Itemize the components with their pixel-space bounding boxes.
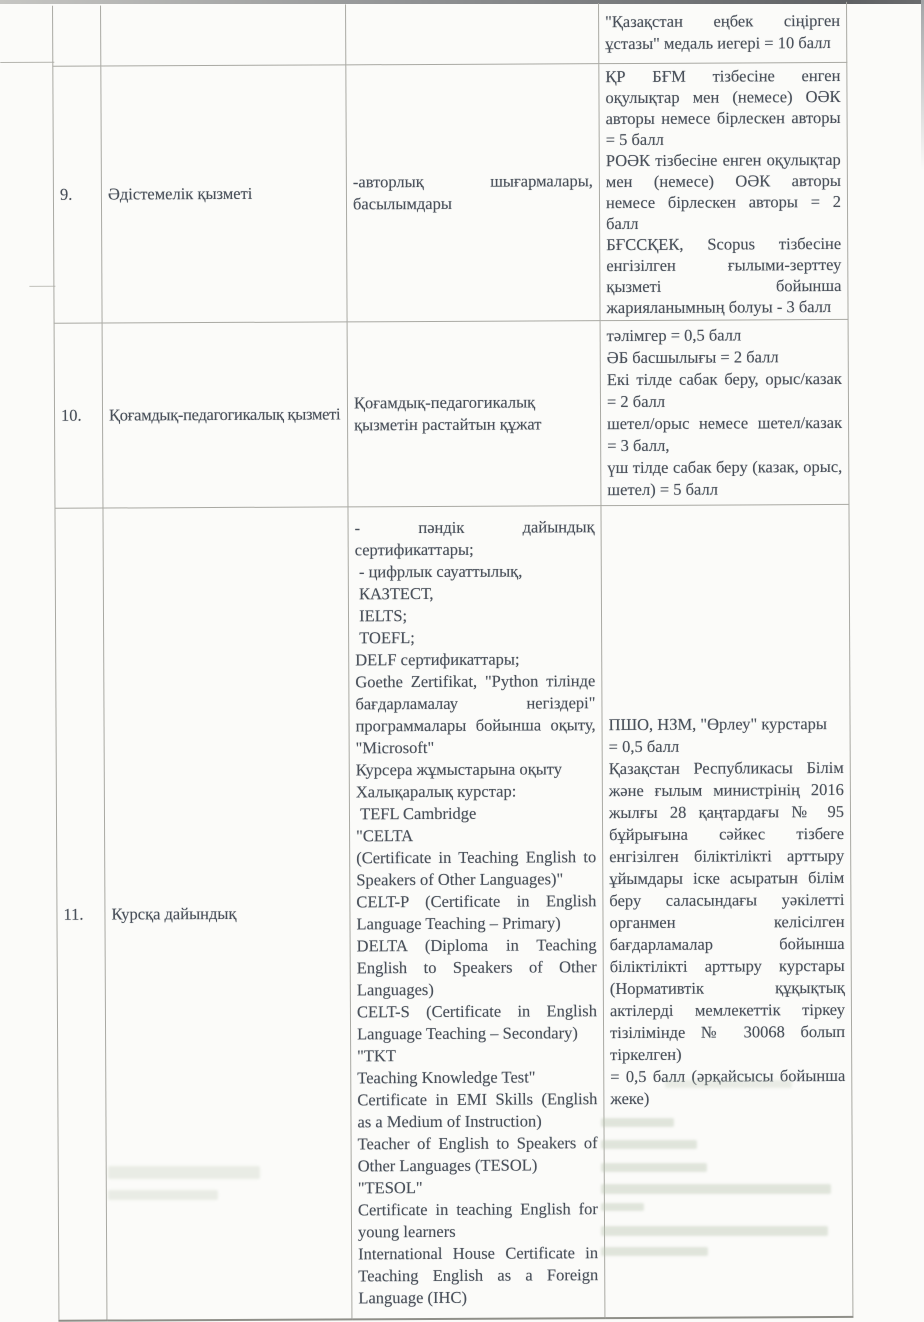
cell-paragraph: Goethe Zertifikat, "Python тілінде бағдарламалау негіздері" программалары бойынша оқыту, "Microsoft"	[355, 670, 596, 757]
cell-paragraph: "TKT	[357, 1045, 397, 1065]
cell-number: 10.	[54, 323, 103, 508]
criteria-scoring-table	[52, 2, 853, 1322]
cell-paragraph: = 0,5 балл (әрқайсысы бойынша жеке)	[610, 1065, 846, 1108]
cell-paragraph: Certificate in EMI Skills (English as a Medium of Instruction)	[357, 1088, 598, 1131]
cell-points	[599, 62, 848, 320]
cell-documents	[348, 506, 605, 1320]
cell-paragraph: = 0,5 балл	[608, 736, 680, 756]
cell-paragraph: Certificate in teaching English for young learners	[357, 1198, 598, 1241]
cell-documents	[346, 64, 600, 322]
cell-paragraph: "Қазақстан еңбек сіңірген ұстазы" медаль иегері = 10 балл	[605, 10, 841, 54]
row-divider-extension	[29, 286, 55, 287]
bleed-through-mark	[665, 1080, 792, 1088]
cell-paragraph: TOEFL;	[355, 627, 415, 647]
cell-paragraph: ӘБ басшылығы = 2 балл	[606, 347, 779, 368]
cell-category: Қоғамдық-педагогикалық қызметі	[102, 322, 348, 508]
table-row-9	[53, 62, 848, 323]
cell-paragraph: CELT-P (Certificate in English Language Teaching – Primary)	[356, 890, 597, 933]
cell-paragraph: "TESOL"	[357, 1177, 423, 1197]
row-divider-extension	[0, 62, 54, 63]
table-row-partial	[53, 2, 847, 66]
cell-number: 11.	[55, 508, 107, 1321]
cell-paragraph: DELTA (Diploma in Teaching English to Speakers of Other Languages)	[356, 934, 597, 999]
cell-paragraph: ҚР БҒМ тізбесіне енген оқулықтар мен (немесе) ОӘК авторы немесе бірлескен авторы = 5 балл	[605, 65, 841, 150]
cell-paragraph: CELT-S (Certificate in English Language Teaching – Secondary)	[356, 1000, 597, 1043]
cell-paragraph: тәлімгер = 0,5 балл	[606, 325, 742, 346]
cell-paragraph: ПШО, НЗМ, "Өрлеу" курстары	[608, 713, 828, 734]
cell-documents	[346, 3, 599, 65]
bleed-through-mark	[601, 1226, 828, 1236]
cell-paragraph: DELF сертификаттары;	[355, 649, 520, 669]
bleed-through-mark	[601, 1140, 697, 1149]
bleed-through-mark	[601, 1163, 707, 1172]
table-row-10	[54, 319, 849, 508]
cell-category	[101, 4, 346, 66]
cell-points	[599, 2, 847, 64]
cell-paragraph: - пәндік дайындық сертификаттары;	[354, 516, 595, 559]
cell-paragraph: -авторлық шығармалары, басылымдары	[352, 171, 593, 214]
bleed-through-mark	[108, 1166, 260, 1179]
cell-paragraph: "CELTA	[356, 825, 414, 845]
cell-paragraph: Teacher of English to Speakers of Other Languages (TESOL)	[357, 1132, 598, 1175]
cell-points	[600, 319, 849, 505]
cell-paragraph: Қазақстан Республикасы Білім және ғылым министрінің 2016 жылғы 28 қаңтардағы № 95 бұйрығына сәйкес тізбеге енгізілген біліктілікті арттыру ұйымдары іске асыратын білім беру саласындағы уәкілетті органмен келісілген бағдарламалар бойынша біліктілікті арттыру курстары (Нормативтік құқықтық актілерді мемлекеттік тіркеу тізілімінде № 30068 болып тіркелген)	[608, 757, 846, 1064]
cell-paragraph: Екі тілде сабак беру, орыс/казак = 2 балл	[606, 368, 842, 412]
cell-paragraph: КАЗТЕСТ,	[354, 583, 434, 603]
cell-paragraph: - цифрлык сауаттылық,	[354, 561, 523, 581]
bleed-through-mark	[601, 1184, 831, 1194]
bleed-through-mark	[601, 1247, 708, 1256]
cell-paragraph: БҒССҚЕК, Scopus тізбесіне енгізілген ғылыми-зерттеу қызметі бойынша жарияланымның болуы - 3 балл	[606, 233, 842, 318]
cell-paragraph: TEFL Cambridge	[355, 803, 477, 823]
cell-paragraph: (Certificate in Teaching English to Speakers of Other Languages)"	[356, 846, 597, 889]
cell-paragraph: Курсера жұмыстарына оқыту	[355, 758, 563, 779]
bleed-through-mark	[601, 1118, 674, 1127]
cell-category: Әдістемелік қызметі	[101, 65, 347, 323]
cell-paragraph: үш тілде сабак беру (казак, орыс, шетел) = 5 балл	[607, 456, 843, 500]
cell-number	[53, 6, 101, 67]
bleed-through-mark	[108, 1190, 218, 1200]
cell-paragraph: International House Certificate in Teaching English as a Foreign Language (IHC)	[358, 1242, 599, 1307]
cell-paragraph: РОӘК тізбесіне енген оқулықтар мен (немесе) ОӘК авторы немесе бірлескен авторы = 2 балл	[605, 149, 842, 234]
cell-number: 9.	[53, 66, 102, 323]
cell-category: Курсқа дайындық	[103, 507, 352, 1321]
bleed-through-mark	[601, 1203, 644, 1211]
cell-paragraph: Teaching Knowledge Test"	[357, 1066, 536, 1087]
cell-points	[601, 504, 853, 1318]
cell-paragraph: Қоғамдық-педагогикалық қызметін растайтын құжат	[353, 392, 542, 435]
cell-paragraph: шетел/орыс немесе шетел/казак = 3 балл,	[607, 412, 843, 456]
cell-documents	[347, 321, 601, 507]
cell-paragraph: Халықаралық курстар:	[355, 781, 517, 801]
cell-paragraph: IELTS;	[354, 605, 408, 625]
